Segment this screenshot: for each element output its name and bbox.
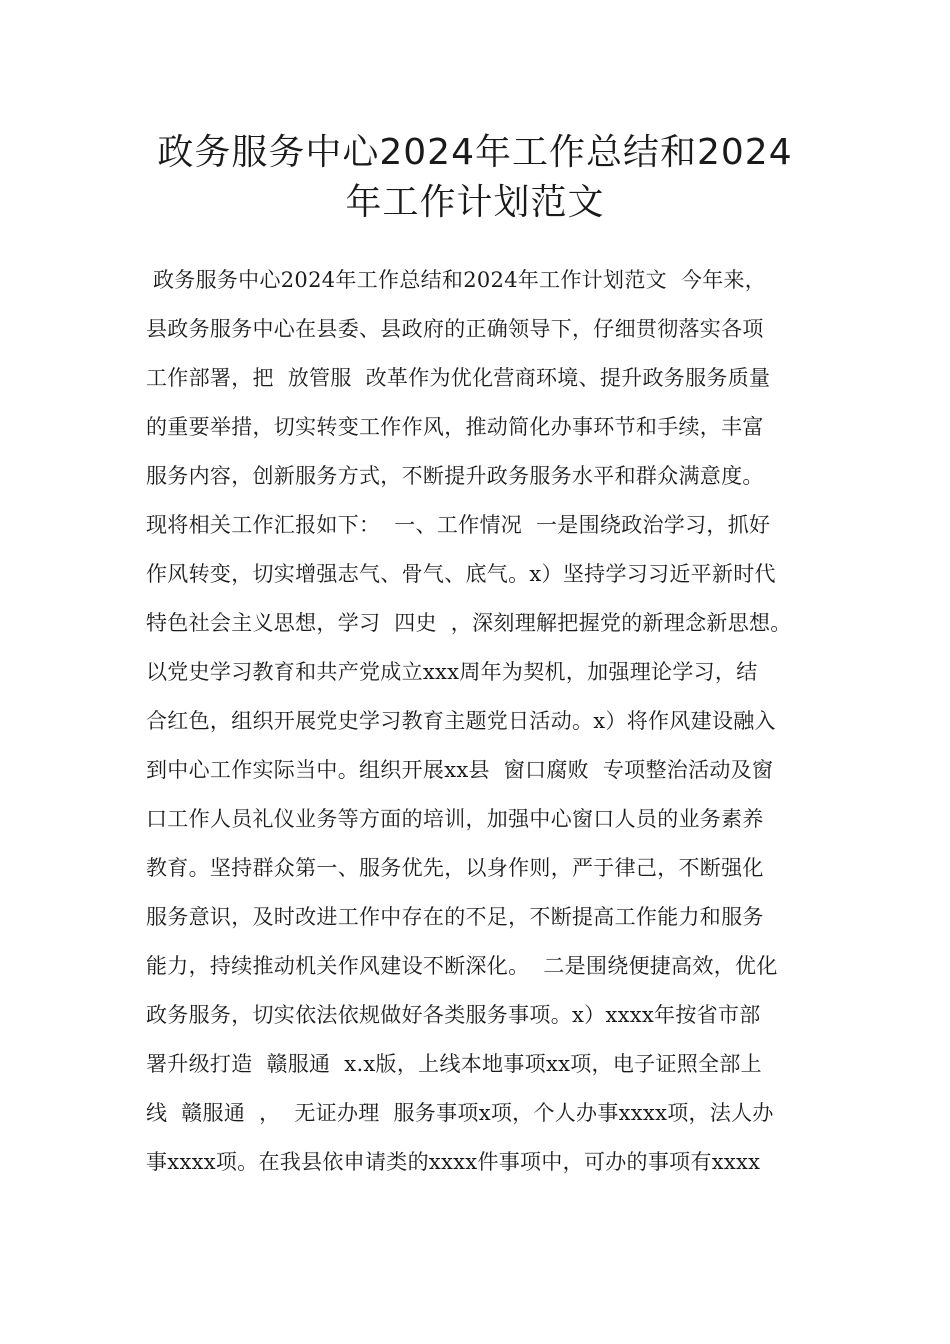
body-line: 的重要举措，切实转变工作作风，推动简化办事环节和手续，丰富 — [146, 415, 764, 439]
body-line: 县政务服务中心在县委、县政府的正确领导下，仔细贯彻落实各项 — [146, 317, 764, 341]
body-line: 以党史学习教育和共产党成立xxx周年为契机，加强理论学习，结 — [146, 660, 758, 684]
document-body — [146, 256, 826, 1187]
body-line: 口工作人员礼仪业务等方面的培训，加强中心窗口人员的业务素养 — [146, 807, 764, 831]
body-line: 能力，持续推动机关作风建设不断深化。 二是围绕便捷高效，优化 — [146, 954, 778, 978]
body-line: 服务意识，及时改进工作中存在的不足，不断提高工作能力和服务 — [146, 905, 764, 929]
body-line: 作风转变，切实增强志气、骨气、底气。x）坚持学习习近平新时代 — [146, 562, 776, 586]
body-line: 署升级打造 赣服通 x.x版，上线本地事项xx项，电子证照全部上 — [146, 1052, 762, 1076]
body-line: 现将相关工作汇报如下： 一、工作情况 一是围绕政治学习，抓好 — [146, 513, 771, 537]
body-line: 政务服务中心2024年工作总结和2024年工作计划范文 今年来， — [146, 268, 767, 292]
body-line: 事xxxx项。在我县依申请类的xxxx件事项中，可办的事项有xxxx — [146, 1150, 761, 1174]
body-line: 合红色，组织开展党史学习教育主题党日活动。x）将作风建设融入 — [146, 709, 776, 733]
body-line: 服务内容，创新服务方式，不断提升政务服务水平和群众满意度。 — [146, 464, 764, 488]
body-line: 教育。坚持群众第一、服务优先，以身作则，严于律己，不断强化 — [146, 856, 764, 880]
title-line: 年工作计划范文 — [345, 182, 605, 223]
body-line: 工作部署，把 放管服 改革作为优化营商环境、提升政务服务质量 — [146, 366, 771, 390]
body-line: 特色社会主义思想，学习 四史 ，深刻理解把握党的新理念新思想。 — [146, 611, 792, 635]
body-line: 政务服务，切实依法依规做好各类服务事项。x）xxxx年按省市部 — [146, 1003, 761, 1027]
body-line: 到中心工作实际当中。组织开展xx县 窗口腐败 专项整治活动及窗 — [146, 758, 774, 782]
body-line: 线 赣服通 ， 无证办理 服务事项x项，个人办事xxxx项，法人办 — [146, 1101, 774, 1125]
document-title — [100, 128, 850, 228]
title-line: 政务服务中心2024年工作总结和2024 — [157, 132, 793, 173]
